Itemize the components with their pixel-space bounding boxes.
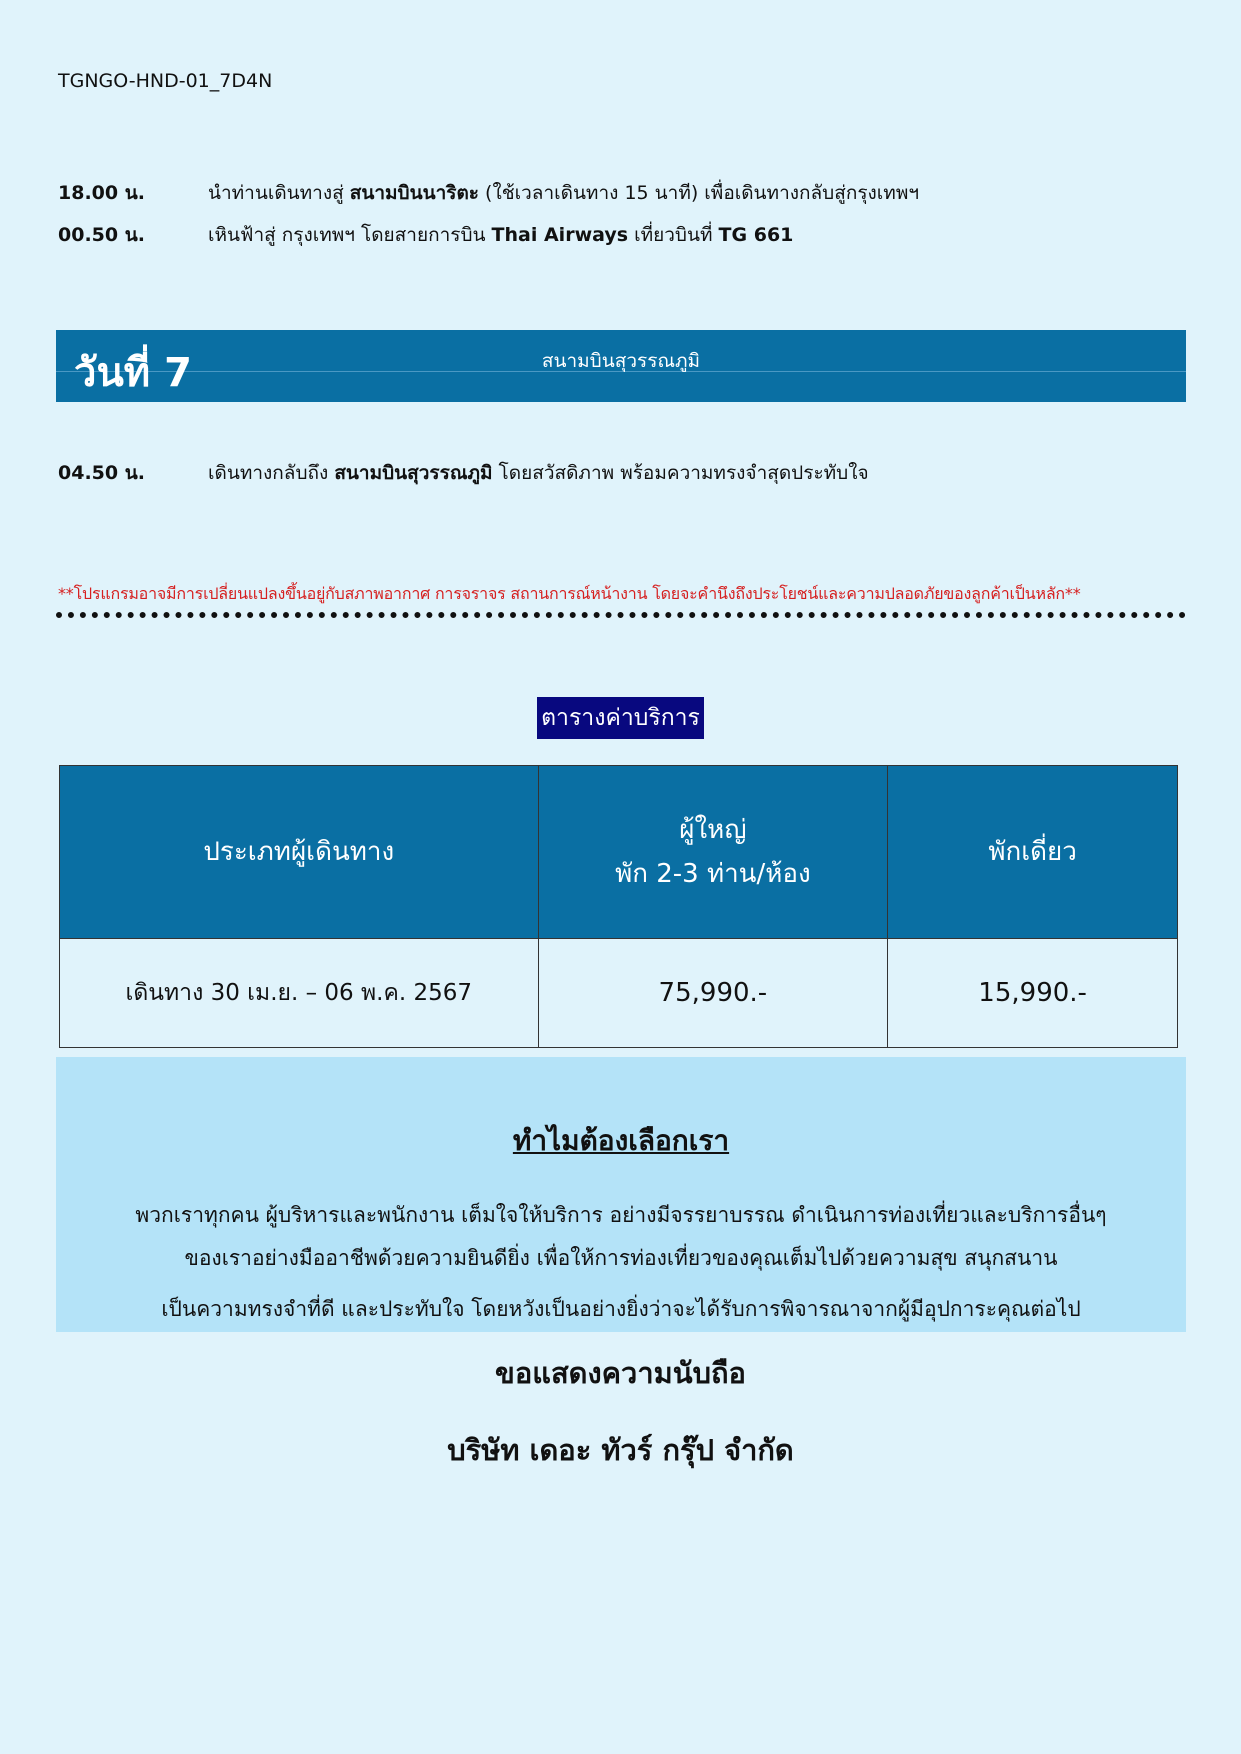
schedule-time: 18.00 น.	[58, 182, 145, 204]
regards-text: ขอแสดงความนับถือ	[495, 1356, 746, 1390]
header-single: พักเดี่ยว	[888, 766, 1178, 939]
why-us-title: ทำไมต้องเลือกเรา	[512, 1124, 730, 1157]
schedule-time: 00.50 น.	[58, 224, 145, 246]
why-us-box	[56, 1057, 1186, 1332]
schedule-row	[58, 458, 869, 488]
day-banner	[56, 330, 1186, 402]
price-table	[59, 765, 1178, 1048]
travel-period: เดินทาง 30 เม.ย. – 06 พ.ค. 2567	[60, 939, 539, 1048]
day-label: วันที่ 7	[74, 350, 192, 396]
header-adult	[538, 766, 888, 939]
schedule-row	[58, 178, 919, 208]
company-name: บริษัท เดอะ ทัวร์ กรุ๊ป จำกัด	[447, 1433, 794, 1467]
header-adult-line1: ผู้ใหญ่	[679, 814, 747, 845]
schedule-description: นำท่านเดินทางสู่ สนามบินนาริตะ (ใช้เวลาเดินทาง 15 นาที) เพื่อเดินทางกลับสู่กรุงเทพฯ	[208, 182, 920, 204]
dotted-divider	[56, 612, 1186, 618]
single-price: 15,990.-	[888, 939, 1178, 1048]
header-traveler-type: ประเภทผู้เดินทาง	[60, 766, 539, 939]
table-title-wrap	[0, 697, 1241, 739]
why-us-line: พวกเราทุกคน ผู้บริหารและพนักงาน เต็มใจให้บริการ อย่างมีจรรยาบรรณ ดำเนินการท่องเที่ยวและบริการอื่นๆ	[135, 1203, 1107, 1227]
header-adult-line2: พัก 2-3 ท่าน/ห้อง	[615, 859, 811, 889]
schedule-description: เหินฟ้าสู่ กรุงเทพฯ โดยสายการบิน Thai Airways เที่ยวบินที่ TG 661	[208, 224, 794, 246]
schedule-description: เดินทางกลับถึง สนามบินสุวรรณภูมิ โดยสวัสดิภาพ พร้อมความทรงจำสุดประทับใจ	[208, 462, 869, 484]
program-change-notice: **โปรแกรมอาจมีการเปลี่ยนแปลงขึ้นอยู่กับสภาพอากาศ การจราจร สถานการณ์หน้างาน โดยจะคำนึงถึงประโยชน์และความปลอดภัยของลูกค้าเป็นหลัก**	[58, 584, 1081, 603]
price-table-title: ตารางค่าบริการ	[537, 697, 704, 739]
price-table-header	[60, 766, 1178, 939]
why-us-line: ของเราอย่างมืออาชีพด้วยความยินดียิ่ง เพื่อให้การท่องเที่ยวของคุณเต็มไปด้วยความสุข สนุกสนาน	[184, 1246, 1058, 1270]
why-us-line: เป็นความทรงจำที่ดี และประทับใจ โดยหวังเป็นอย่างยิ่งว่าจะได้รับการพิจารณาจากผู้มีอุปการะคุณต่อไป	[161, 1297, 1081, 1321]
adult-price: 75,990.-	[538, 939, 888, 1048]
document-code: TGNGO-HND-01_7D4N	[58, 70, 273, 92]
day-place: สนามบินสุวรรณภูมิ	[541, 350, 701, 372]
table-row	[60, 939, 1178, 1048]
schedule-row	[58, 220, 793, 250]
schedule-time: 04.50 น.	[58, 462, 145, 484]
